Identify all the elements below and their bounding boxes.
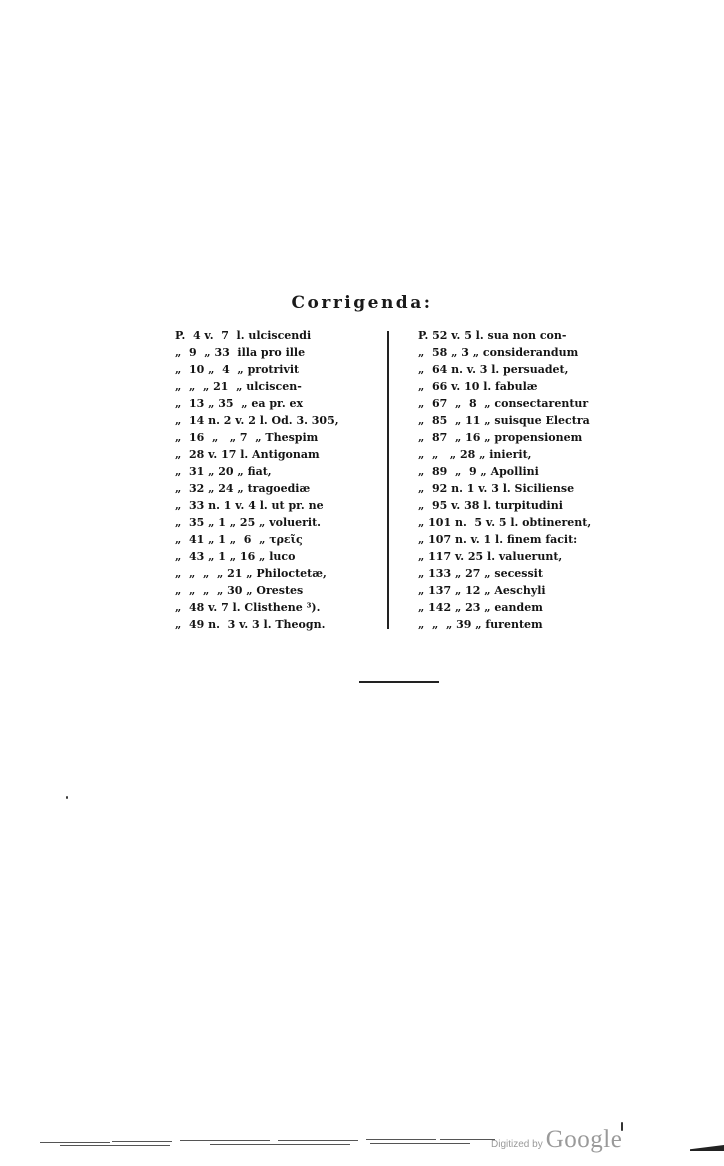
scan-dash (366, 1139, 436, 1140)
corrigenda-entry: „ 142 „ 23 „ eandem (418, 601, 543, 614)
corrigenda-entry: „ „ „ 39 „ furentem (418, 618, 543, 631)
corrigenda-entry: „ 35 „ 1 „ 25 „ voluerit. (175, 516, 322, 529)
section-end-rule (359, 681, 439, 683)
corrigenda-entry: „ 67 „ 8 „ consectarentur (418, 397, 589, 410)
scan-corner-mark (690, 1145, 724, 1151)
corrigenda-left-column (175, 327, 380, 633)
corrigenda-entry: „ 95 v. 38 l. turpitudini (418, 499, 563, 512)
scan-dash (278, 1140, 358, 1141)
scan-dash (180, 1140, 270, 1141)
corrigenda-entry: „ 33 n. 1 v. 4 l. ut pr. ne (175, 499, 324, 512)
scan-dash (40, 1142, 110, 1143)
scan-dash (60, 1145, 170, 1146)
corrigenda-entry: „ „ „ 28 „ inierit, (418, 448, 532, 461)
corrigenda-entry: „ 13 „ 35 „ ea pr. ex (175, 397, 304, 410)
scan-dash (370, 1143, 470, 1144)
corrigenda-entry: „ 66 v. 10 l. fabulæ (418, 380, 538, 393)
corrigenda-entry: „ 16 „ „ 7 „ Thespim (175, 431, 319, 444)
scan-dash (210, 1144, 350, 1145)
corrigenda-entry: „ 101 n. 5 v. 5 l. obtinerent, (418, 516, 592, 529)
corrigenda-entry: „ 28 v. 17 l. Antigonam (175, 448, 320, 461)
corrigenda-entry: „ 43 „ 1 „ 16 „ luco (175, 550, 296, 563)
corrigenda-entry: „ „ „ 21 „ ulciscen- (175, 380, 302, 393)
watermark-prefix: Digitized by (491, 1139, 543, 1150)
corrigenda-entry: P. 4 v. 7 l. ulciscendi (175, 329, 312, 342)
corrigenda-entry: „ 89 „ 9 „ Apollini (418, 465, 539, 478)
corrigenda-entry: „ 14 n. 2 v. 2 l. Od. 3. 305, (175, 414, 339, 427)
corrigenda-entry: „ 85 „ 11 „ suisque Electra (418, 414, 590, 427)
corrigenda-entry: „ 48 v. 7 l. Clisthene ³). (175, 601, 321, 614)
corrigenda-entry: „ 133 „ 27 „ secessit (418, 567, 543, 580)
corrigenda-entry: P. 52 v. 5 l. sua non con- (418, 329, 567, 342)
corrigenda-entry: „ 137 „ 12 „ Aeschyli (418, 584, 546, 597)
corrigenda-entry: „ 64 n. v. 3 l. persuadet, (418, 363, 569, 376)
column-divider (387, 331, 389, 629)
corrigenda-heading: Corrigenda: (291, 293, 433, 313)
corrigenda-right-column (418, 327, 628, 633)
google-wordmark: Google (545, 1126, 623, 1153)
corrigenda-entry: „ 9 „ 33 illa pro ille (175, 346, 306, 359)
corrigenda-entry: „ 31 „ 20 „ fiat, (175, 465, 272, 478)
corrigenda-entry: „ 32 „ 24 „ tragoediæ (175, 482, 311, 495)
corrigenda-entry: „ 87 „ 16 „ propensionem (418, 431, 583, 444)
corrigenda-entry: „ 107 n. v. 1 l. finem facit: (418, 533, 578, 546)
scan-edge-marks (40, 1133, 500, 1147)
digitized-by-google-watermark (491, 1126, 623, 1153)
scan-dash (440, 1139, 495, 1140)
corrigenda-entry: „ 117 v. 25 l. valuerunt, (418, 550, 563, 563)
corrigenda-entry: „ 41 „ 1 „ 6 „ τρεῖς (175, 533, 303, 546)
corrigenda-entry: „ „ „ „ 21 „ Philoctetæ, (175, 567, 327, 580)
corrigenda-entry: „ 58 „ 3 „ considerandum (418, 346, 579, 359)
ink-speck (66, 796, 68, 799)
corrigenda-entry: „ 49 n. 3 v. 3 l. Theogn. (175, 618, 326, 631)
corrigenda-entry: „ 10 „ 4 „ protrivit (175, 363, 300, 376)
corrigenda-entry: „ 92 n. 1 v. 3 l. Siciliense (418, 482, 575, 495)
scan-dash (112, 1141, 172, 1142)
corrigenda-entry: „ „ „ „ 30 „ Orestes (175, 584, 304, 597)
